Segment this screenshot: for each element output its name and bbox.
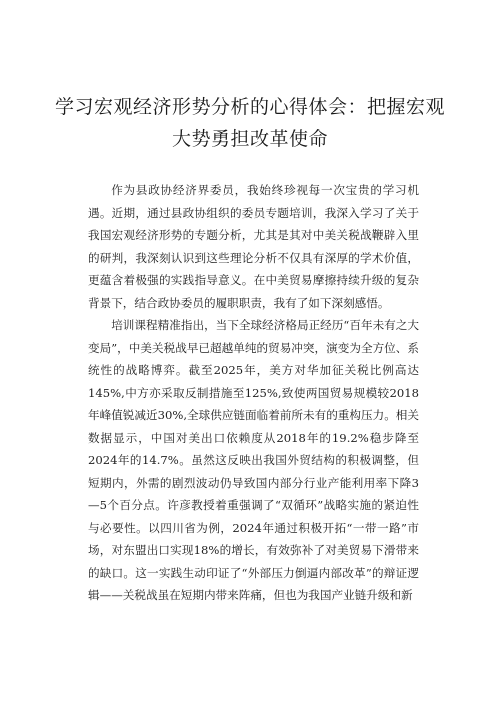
title-line-2: 大势勇担改革使命 <box>171 128 328 150</box>
document-body <box>88 179 419 607</box>
document-title <box>40 91 460 155</box>
paragraph-2: 培训课程精准指出，当下全球经济格局正经历“百年未有之大变局”，中美关税战早已超越单纯的贸易冲突，演变为全方位、系统性的战略博弈。截至2025年，美方对华加征关税比例高达145%,中方亦采取反制措施至125%,致使两国贸易规模较2018年峰值锐减近30%,全球供应链面临着前所未有的重构压力。相关数据显示，中国对美出口依赖度从2018年的19.2%稳步降至2024年的14.7%。虽然这反映出我国外贸结构的积极调整，但短期内，外需的剧烈波动仍导致国内部分行业产能利用率下降3—5个百分点。许彦教授着重强调了“双循环”战略实施的紧迫性与必要性。以四川省为例，2024年通过积极开拓“一带一路”市场，对东盟出口实现18%的增长，有效弥补了对美贸易下滑带来的缺口。这一实践生动印证了“外部压力倒逼内部改革”的辩证逻辑——关税战虽在短期内带来阵痛，但也为我国产业链升级和新 <box>88 318 419 602</box>
paragraph-1: 作为县政协经济界委员，我始终珍视每一次宝贵的学习机遇。近期，通过县政协组织的委员专题培训，我深入学习了关于我国宏观经济形势的专题分析，尤其是其对中美关税战鞭辟入里的研判，我深刻认识到这些理论分析不仅具有深厚的学术价值，更蕴含着极强的实践指导意义。在中美贸易摩擦持续升级的复杂背景下，结合政协委员的履职职责，我有了如下深刻感悟。 <box>88 183 419 310</box>
title-line-1: 学习宏观经济形势分析的心得体会：把握宏观 <box>54 96 445 118</box>
